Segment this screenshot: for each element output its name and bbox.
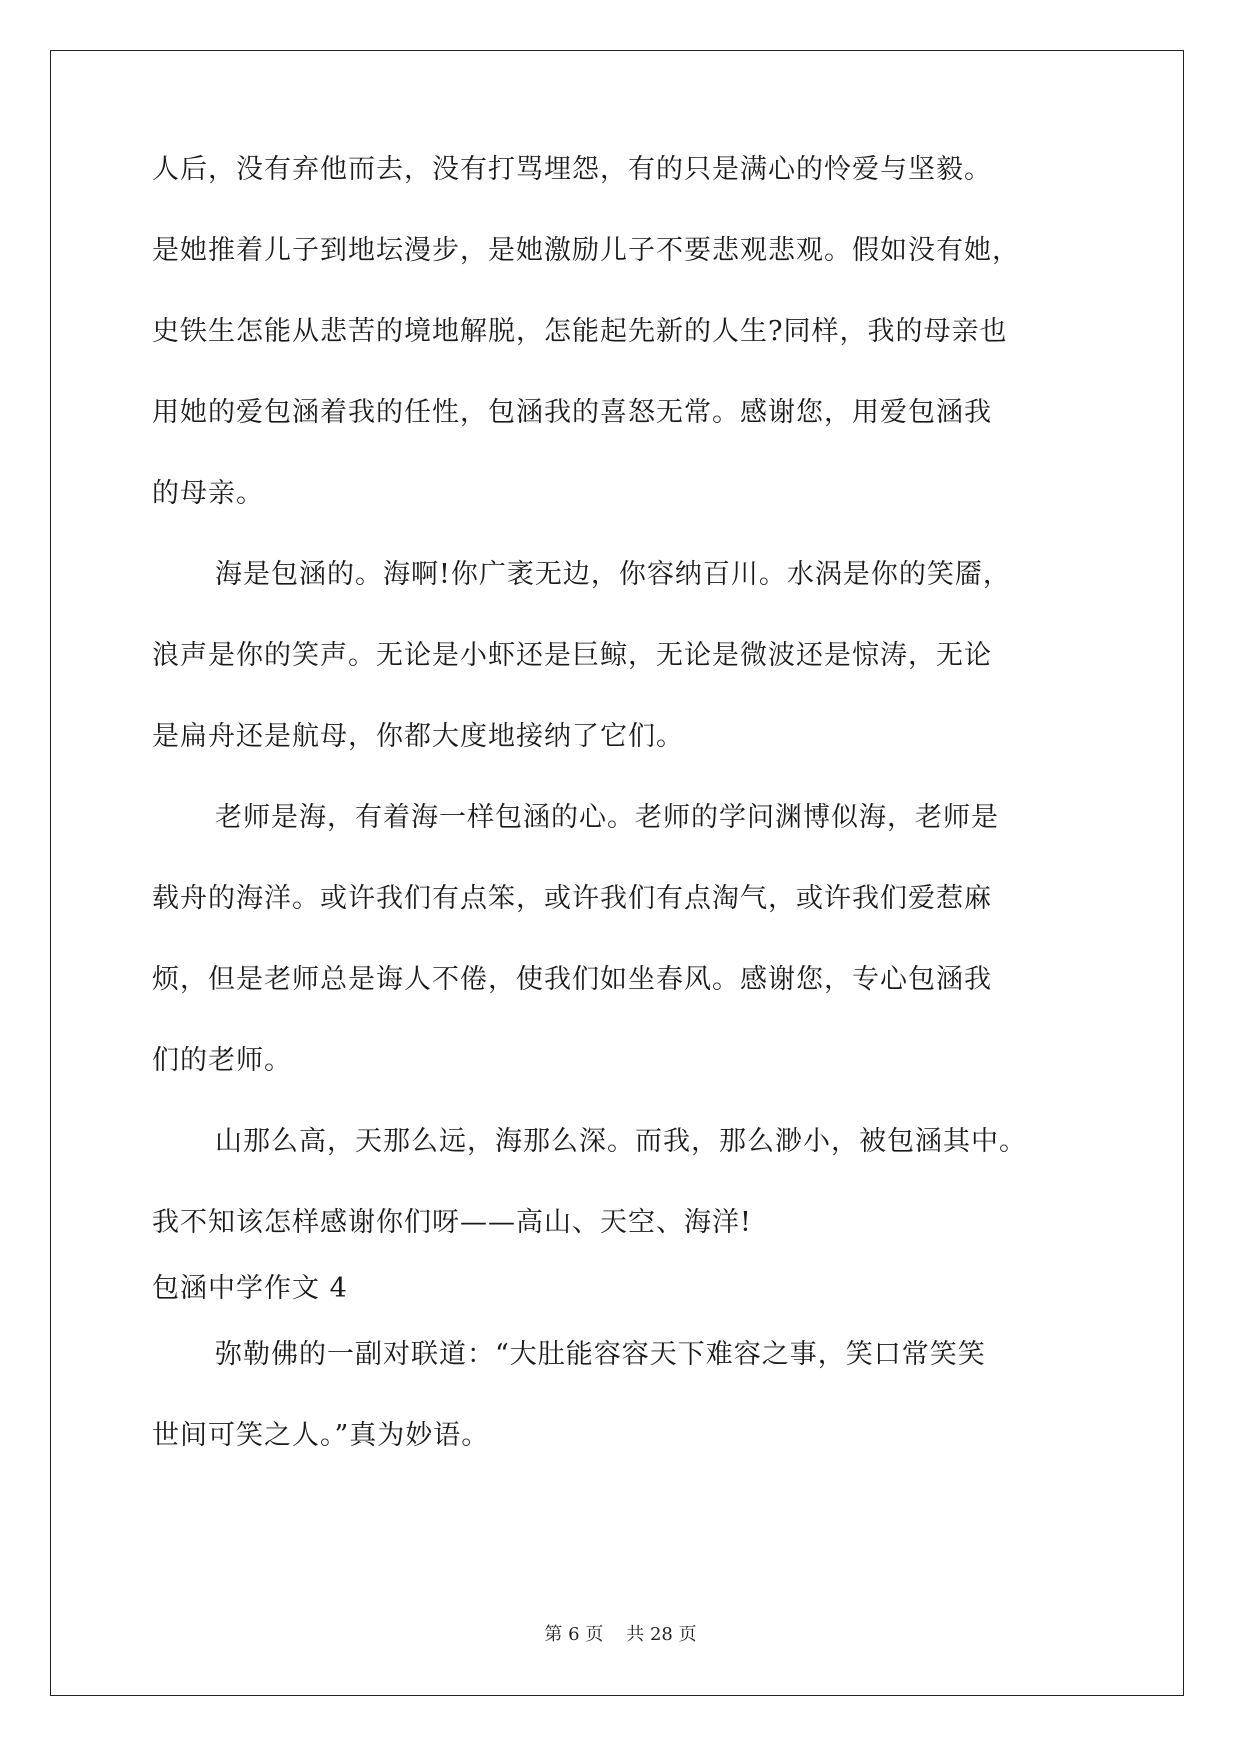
- text-line: 是扁舟还是航母，你都大度地接纳了它们。: [152, 721, 684, 752]
- paragraph-start: 弥勒佛的一副对联道：“大肚能容容天下难容之事，笑口常笑笑: [215, 1339, 986, 1370]
- text-line: 我不知该怎样感谢你们呀——高山、天空、海洋!: [152, 1207, 752, 1238]
- text-line: 浪声是你的笑声。无论是小虾还是巨鲸，无论是微波还是惊涛，无论: [152, 640, 992, 671]
- text-line: 是她推着儿子到地坛漫步，是她激励儿子不要悲观悲观。假如没有她，: [152, 235, 1020, 266]
- text-line: 用她的爱包涵着我的任性，包涵我的喜怒无常。感谢您，用爱包涵我: [152, 397, 992, 428]
- paragraph-start: 海是包涵的。海啊!你广袤无边，你容纳百川。水涡是你的笑靥，: [215, 559, 1011, 590]
- paragraph-start: 老师是海，有着海一样包涵的心。老师的学问渊博似海，老师是: [215, 802, 999, 833]
- text-line: 的母亲。: [152, 478, 264, 509]
- paragraph-start: 山那么高，天那么远，海那么深。而我，那么渺小，被包涵其中。: [215, 1126, 1027, 1157]
- page-number: 第 6 页: [544, 1624, 604, 1645]
- document-body: [152, 150, 1102, 1456]
- section-heading: 包涵中学作文 4: [152, 1273, 348, 1304]
- text-line: 人后，没有弃他而去，没有打骂埋怨，有的只是满心的怜爱与坚毅。: [152, 154, 992, 185]
- text-line: 史铁生怎能从悲苦的境地解脱，怎能起先新的人生?同样，我的母亲也: [152, 316, 1008, 347]
- text-line: 烦，但是老师总是诲人不倦，使我们如坐春风。感谢您，专心包涵我: [152, 964, 992, 995]
- text-line: 世间可笑之人。”真为妙语。: [152, 1420, 490, 1451]
- text-line: 载舟的海洋。或许我们有点笨，或许我们有点淘气，或许我们爱惹麻: [152, 883, 992, 914]
- page-total: 共 28 页: [626, 1624, 697, 1645]
- text-line: 们的老师。: [152, 1045, 292, 1076]
- page-footer: [0, 1623, 1241, 1647]
